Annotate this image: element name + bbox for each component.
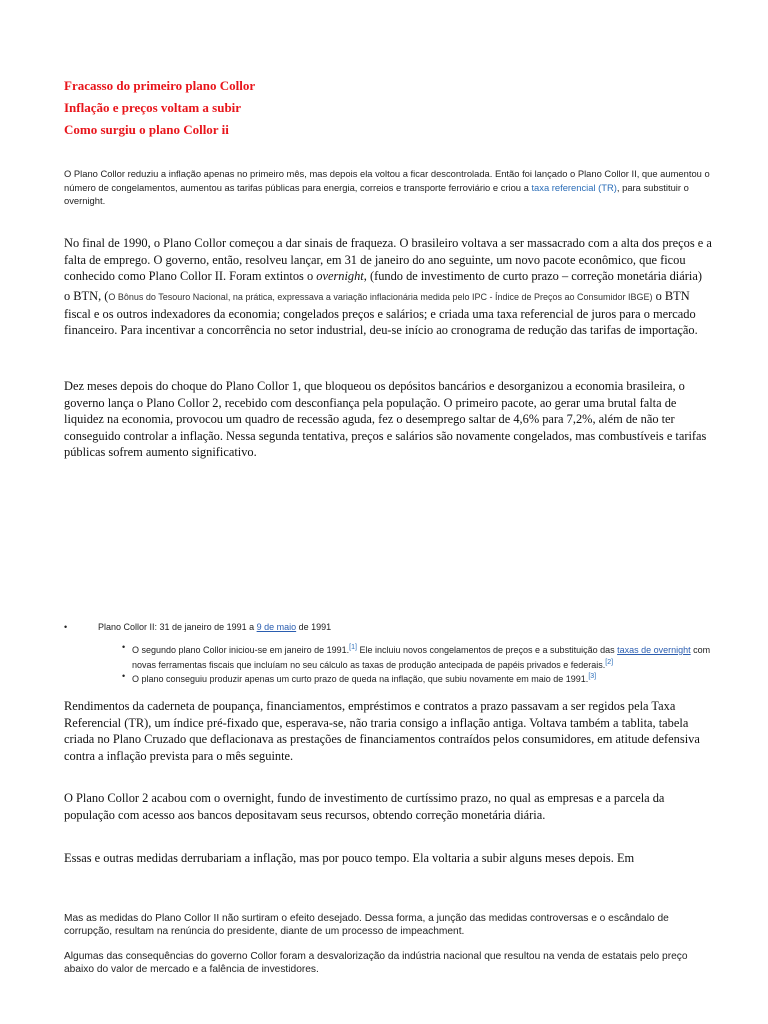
paragraph-nao-surtiram: Mas as medidas do Plano Collor II não surtiram o efeito desejado. Dessa forma, a junção das medidas controversas e o escândalo de corrupção, resultam na renúncia do presidente, diante de um processo de impeachment. (64, 913, 669, 938)
list-item: • O plano conseguiu produzir apenas um curto prazo de queda na inflação, que subiu novamente em maio de 1991.[3] (132, 671, 714, 686)
summary-tail: , para substituir o overnight. (64, 181, 689, 206)
para2-small: O Bônus do Tesouro Nacional, na prática, expressava a variação inflacionária medida pelo IPC - Índice de Preços ao Consumidor IBGE) (108, 292, 653, 302)
taxas-overnight-link[interactable]: taxas de overnight (617, 645, 691, 655)
list-item: • Plano Collor II: 31 de janeiro de 1991 a 9 de maio de 1991 • O segundo plano Collor iniciou-se em janeiro de 1991.[1] Ele incluiu novos congelamentos de preços e a substituição das taxas de overnight com novas ferramentas fiscais que incluíam no seu cálculo as taxas de produção antecipada de papéis privados e federais.[2] • O plano conseguiu produzir apenas um curto prazo de queda na inflação, que subiu novamente em maio de 1991.[3] (64, 612, 714, 686)
nove-de-maio-link[interactable]: 9 de maio (256, 622, 297, 632)
paragraph-dez-meses: Dez meses depois do choque do Plano Collor 1, que bloqueou os depósitos bancários e desorganizou a economia brasileira, o governo lança o Plano Collor 2, recebido com desconfiança pela população. O primeiro pacote, ao gerar uma brutal falta de liquidez na economia, provocou um quadro de recessão aguda, fez o desemprego saltar de 4,6% para 7,2%, além de não ter conseguido controlar a inflação. Nessa segunda tentativa, preços e salários são novamente congelados, mas combustíveis e tarifas públicas sofrem aumento significativo. (64, 379, 707, 460)
heading-como-surgiu: Como surgiu o plano Collor ii (64, 122, 229, 137)
summary-paragraph (64, 167, 714, 208)
para1-text: No final de 1990, o Plano Collor começou a dar sinais de fraqueza. O brasileiro voltava a ser massacrado com a alta dos preços e a falta de emprego. O governo, então, resolveu lançar, em 31 de janeiro do ano seguinte, um novo pacote econômico, que ficou conhecido como Plano Collor II. Foram extintos o (64, 236, 712, 284)
ref-1-link[interactable]: [1] (349, 644, 357, 651)
heading-fracasso: Fracasso do primeiro plano Collor (64, 78, 256, 93)
para1-tail: , (fundo de investimento de curto prazo – correção monetária diária) (363, 269, 702, 284)
taxa-referencial-link[interactable]: taxa referencial (TR) (531, 181, 617, 193)
ref-3-link[interactable]: [3] (588, 673, 597, 680)
paragraph-essas-medidas: Essas e outras medidas derrubariam a inflação, mas por pouco tempo. Ela voltaria a subir alguns meses depois. Em (64, 851, 635, 865)
para2-lead: o BTN, ( (64, 289, 109, 303)
summary-text: O Plano Collor reduziu a inflação apenas no primeiro mês, mas depois ela voltou a ficar descontrolada. Então foi lançado o Plano Collor II, que aumentou o número de congelamentos, aumentou as tarifas públicas para energia, correios e transporte ferroviário e criou a (64, 168, 710, 193)
paragraph-consequencias: Algumas das consequências do governo Collor foram a desvalorização da indústria nacional que resultou na venda de estatais pelo preço abaixo do valor de mercado e a falência de investidores. (64, 951, 688, 976)
collor-ii-list (64, 612, 714, 686)
para1-italic: overnight (316, 269, 364, 284)
paragraph-rendimentos: Rendimentos da caderneta de poupança, financiamentos, empréstimos e contratos a prazo passavam a ser regidos pela Taxa Referencial (TR), um índice pré-fixado que, esperava-se, não traria consigo a inflação antiga. Voltava também a tablita, tabela criada no Plano Cruzado que deflacionava as prestações de financiamentos contraídos pelos consumidores, em atitude defensiva contra a inflação prevista para o mês seguinte. (64, 699, 700, 763)
paragraph-collor-2-overnight: O Plano Collor 2 acabou com o overnight, fundo de investimento de curtíssimo prazo, no qual as empresas e a parcela da população com acesso aos bancos depositavam seus recursos, obtendo correção monetária diária. (64, 791, 665, 822)
paragraph-btn (64, 288, 712, 339)
para2-tail: o BTN fiscal e os outros indexadores da economia; congelados preços e salários; e criada uma taxa referencial de juros para o mercado financeiro. Para incentivar a concorrência no setor industrial, deu-se início ao cronograma de redução das tarifas de importação. (64, 289, 698, 338)
ref-2-link[interactable]: [2] (605, 658, 614, 666)
collor-ii-sublist (98, 642, 714, 686)
heading-inflacao: Inflação e preços voltam a subir (64, 100, 242, 115)
paragraph-final-1990 (64, 235, 712, 285)
list-item: • O segundo plano Collor iniciou-se em janeiro de 1991.[1] Ele incluiu novos congelamentos de preços e a substituição das taxas de overnight com novas ferramentas fiscais que incluíam no seu cálculo as taxas de produção antecipada de papéis privados e federais.[2] (132, 642, 714, 671)
